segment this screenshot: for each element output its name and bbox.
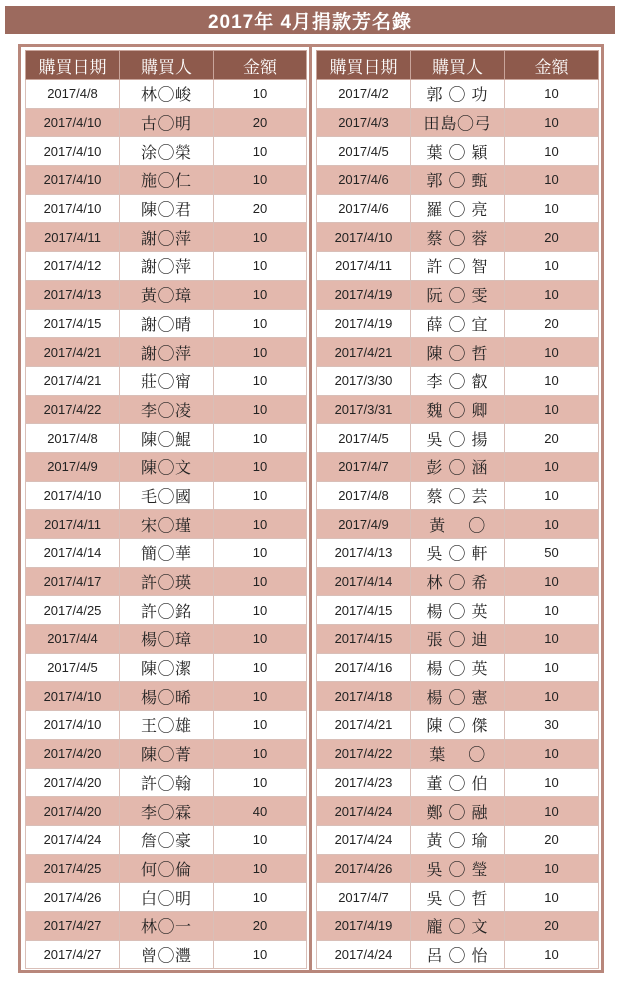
table-row <box>317 108 599 137</box>
cell-amount: 10 <box>505 338 599 367</box>
cell-amount: 10 <box>214 567 307 596</box>
cell-amount: 10 <box>505 596 599 625</box>
cell-amount: 10 <box>214 366 307 395</box>
table-row <box>317 223 599 252</box>
table-row <box>26 653 307 682</box>
table-row <box>317 596 599 625</box>
cell-date: 2017/4/25 <box>26 596 120 625</box>
column-divider <box>309 44 312 973</box>
cell-date: 2017/4/15 <box>317 625 411 654</box>
cell-amount: 20 <box>505 911 599 940</box>
cell-amount: 10 <box>214 166 307 195</box>
cell-date: 2017/4/9 <box>317 510 411 539</box>
cell-buyer: 李◯凌 <box>120 395 214 424</box>
cell-date: 2017/4/17 <box>26 567 120 596</box>
cell-buyer: 林 ◯ 希 <box>411 567 505 596</box>
cell-date: 2017/4/11 <box>26 223 120 252</box>
header-buyer: 購買人 <box>120 51 214 80</box>
cell-buyer: 陳◯菁 <box>120 739 214 768</box>
cell-date: 2017/4/19 <box>317 309 411 338</box>
table-row <box>26 338 307 367</box>
table-row <box>317 166 599 195</box>
cell-date: 2017/4/2 <box>317 80 411 109</box>
cell-amount: 10 <box>505 940 599 969</box>
cell-date: 2017/4/21 <box>26 366 120 395</box>
cell-amount: 10 <box>214 395 307 424</box>
table-row <box>26 137 307 166</box>
header-date: 購買日期 <box>26 51 120 80</box>
cell-amount: 10 <box>214 280 307 309</box>
cell-buyer: 田島◯弓 <box>411 108 505 137</box>
cell-amount: 10 <box>214 596 307 625</box>
cell-buyer: 蔡 ◯ 蓉 <box>411 223 505 252</box>
cell-date: 2017/4/10 <box>26 166 120 195</box>
cell-amount: 20 <box>505 223 599 252</box>
cell-buyer: 魏 ◯ 卿 <box>411 395 505 424</box>
cell-amount: 10 <box>505 194 599 223</box>
table-row <box>26 911 307 940</box>
cell-date: 2017/4/24 <box>26 825 120 854</box>
table-row <box>317 768 599 797</box>
cell-amount: 10 <box>505 567 599 596</box>
cell-amount: 10 <box>505 452 599 481</box>
table-row <box>317 137 599 166</box>
cell-amount: 10 <box>214 825 307 854</box>
cell-buyer: 林◯峻 <box>120 80 214 109</box>
cell-date: 2017/4/8 <box>26 80 120 109</box>
cell-date: 2017/4/7 <box>317 452 411 481</box>
table-row <box>26 366 307 395</box>
cell-date: 2017/3/31 <box>317 395 411 424</box>
table-row <box>317 883 599 912</box>
cell-buyer: 何◯倫 <box>120 854 214 883</box>
cell-buyer: 毛◯國 <box>120 481 214 510</box>
table-row <box>317 481 599 510</box>
table-row <box>26 768 307 797</box>
table-row <box>26 682 307 711</box>
cell-buyer: 郭 ◯ 甄 <box>411 166 505 195</box>
cell-amount: 10 <box>505 166 599 195</box>
header-date: 購買日期 <box>317 51 411 80</box>
cell-date: 2017/4/11 <box>317 252 411 281</box>
cell-amount: 10 <box>505 739 599 768</box>
cell-date: 2017/4/9 <box>26 452 120 481</box>
table-row <box>26 452 307 481</box>
cell-buyer: 謝◯萍 <box>120 223 214 252</box>
cell-date: 2017/4/22 <box>317 739 411 768</box>
cell-date: 2017/4/3 <box>317 108 411 137</box>
table-row <box>26 539 307 568</box>
cell-amount: 10 <box>505 137 599 166</box>
table-row <box>317 424 599 453</box>
cell-date: 2017/4/6 <box>317 194 411 223</box>
table-row <box>317 940 599 969</box>
cell-date: 2017/4/20 <box>26 739 120 768</box>
cell-buyer: 蔡 ◯ 芸 <box>411 481 505 510</box>
table-row <box>26 510 307 539</box>
donor-table-left <box>25 50 307 969</box>
cell-buyer: 阮 ◯ 雯 <box>411 280 505 309</box>
cell-date: 2017/4/12 <box>26 252 120 281</box>
cell-amount: 20 <box>214 108 307 137</box>
cell-amount: 10 <box>505 108 599 137</box>
cell-buyer: 吳 ◯ 瑩 <box>411 854 505 883</box>
table-row <box>26 280 307 309</box>
cell-amount: 10 <box>505 797 599 826</box>
table-row <box>317 395 599 424</box>
cell-buyer: 謝◯萍 <box>120 338 214 367</box>
cell-buyer: 彭 ◯ 涵 <box>411 452 505 481</box>
cell-buyer: 宋◯瑾 <box>120 510 214 539</box>
table-row <box>317 252 599 281</box>
cell-buyer: 陳 ◯ 傑 <box>411 711 505 740</box>
cell-amount: 10 <box>505 682 599 711</box>
cell-date: 2017/4/10 <box>26 194 120 223</box>
cell-buyer: 施◯仁 <box>120 166 214 195</box>
cell-date: 2017/4/10 <box>26 481 120 510</box>
cell-date: 2017/4/13 <box>26 280 120 309</box>
cell-buyer: 許◯翰 <box>120 768 214 797</box>
cell-amount: 50 <box>505 539 599 568</box>
cell-amount: 20 <box>505 309 599 338</box>
cell-amount: 10 <box>505 625 599 654</box>
table-row <box>317 911 599 940</box>
cell-buyer: 古◯明 <box>120 108 214 137</box>
cell-buyer: 張 ◯ 迪 <box>411 625 505 654</box>
cell-date: 2017/4/22 <box>26 395 120 424</box>
cell-amount: 10 <box>214 510 307 539</box>
table-row <box>26 797 307 826</box>
cell-date: 2017/4/5 <box>26 653 120 682</box>
cell-amount: 10 <box>214 424 307 453</box>
table-row <box>26 567 307 596</box>
cell-date: 2017/4/21 <box>317 711 411 740</box>
table-row <box>317 452 599 481</box>
cell-date: 2017/4/10 <box>26 682 120 711</box>
cell-date: 2017/4/11 <box>26 510 120 539</box>
cell-buyer: 龐 ◯ 文 <box>411 911 505 940</box>
cell-buyer: 涂◯榮 <box>120 137 214 166</box>
table-row <box>26 80 307 109</box>
cell-buyer: 楊 ◯ 英 <box>411 596 505 625</box>
table-row <box>26 711 307 740</box>
table-row <box>317 309 599 338</box>
cell-amount: 10 <box>505 366 599 395</box>
table-row <box>26 194 307 223</box>
cell-buyer: 謝◯萍 <box>120 252 214 281</box>
table-row <box>317 797 599 826</box>
table-row <box>317 338 599 367</box>
cell-amount: 10 <box>505 481 599 510</box>
cell-amount: 10 <box>505 395 599 424</box>
cell-date: 2017/4/21 <box>26 338 120 367</box>
cell-buyer: 吳 ◯ 揚 <box>411 424 505 453</box>
cell-date: 2017/4/8 <box>26 424 120 453</box>
table-row <box>317 625 599 654</box>
header-row <box>26 51 307 80</box>
cell-buyer: 許◯銘 <box>120 596 214 625</box>
header-amount: 金額 <box>214 51 307 80</box>
table-row <box>26 825 307 854</box>
cell-amount: 10 <box>505 280 599 309</box>
cell-buyer: 李 ◯ 叡 <box>411 366 505 395</box>
cell-amount: 10 <box>214 539 307 568</box>
cell-amount: 10 <box>214 940 307 969</box>
table-row <box>26 940 307 969</box>
donor-table-right <box>316 50 599 969</box>
cell-date: 2017/4/7 <box>317 883 411 912</box>
cell-buyer: 李◯霖 <box>120 797 214 826</box>
cell-date: 2017/4/26 <box>317 854 411 883</box>
cell-amount: 10 <box>214 711 307 740</box>
cell-buyer: 曾◯灃 <box>120 940 214 969</box>
cell-date: 2017/4/20 <box>26 768 120 797</box>
cell-buyer: 謝◯晴 <box>120 309 214 338</box>
cell-buyer: 林◯一 <box>120 911 214 940</box>
cell-date: 2017/4/26 <box>26 883 120 912</box>
cell-amount: 10 <box>505 510 599 539</box>
cell-date: 2017/4/21 <box>317 338 411 367</box>
cell-date: 2017/4/4 <box>26 625 120 654</box>
cell-buyer: 黃 ◯ <box>411 510 505 539</box>
cell-buyer: 葉 ◯ <box>411 739 505 768</box>
cell-buyer: 詹◯豪 <box>120 825 214 854</box>
cell-date: 2017/4/13 <box>317 539 411 568</box>
table-row <box>317 567 599 596</box>
cell-amount: 20 <box>214 194 307 223</box>
header-buyer: 購買人 <box>411 51 505 80</box>
cell-amount: 10 <box>505 80 599 109</box>
cell-date: 2017/4/20 <box>26 797 120 826</box>
header-amount: 金額 <box>505 51 599 80</box>
cell-buyer: 郭 ◯ 功 <box>411 80 505 109</box>
cell-amount: 10 <box>505 768 599 797</box>
cell-amount: 10 <box>214 854 307 883</box>
table-row <box>26 854 307 883</box>
cell-amount: 10 <box>505 854 599 883</box>
cell-date: 2017/4/14 <box>317 567 411 596</box>
table-row <box>26 252 307 281</box>
cell-amount: 30 <box>505 711 599 740</box>
cell-date: 2017/4/27 <box>26 911 120 940</box>
cell-amount: 10 <box>214 682 307 711</box>
cell-date: 2017/4/19 <box>317 911 411 940</box>
cell-amount: 10 <box>214 481 307 510</box>
table-row <box>317 825 599 854</box>
table-row <box>26 481 307 510</box>
header-row <box>317 51 599 80</box>
cell-buyer: 呂 ◯ 怡 <box>411 940 505 969</box>
cell-amount: 10 <box>505 653 599 682</box>
cell-buyer: 葉 ◯ 穎 <box>411 137 505 166</box>
cell-buyer: 薛 ◯ 宜 <box>411 309 505 338</box>
cell-amount: 10 <box>214 452 307 481</box>
cell-amount: 10 <box>214 137 307 166</box>
table-row <box>317 739 599 768</box>
cell-buyer: 楊 ◯ 英 <box>411 653 505 682</box>
table-row <box>317 366 599 395</box>
cell-date: 2017/4/27 <box>26 940 120 969</box>
cell-date: 2017/4/15 <box>26 309 120 338</box>
page-title: 2017年 4月捐款芳名錄 <box>5 6 615 34</box>
cell-buyer: 楊◯璋 <box>120 625 214 654</box>
cell-buyer: 王◯雄 <box>120 711 214 740</box>
table-row <box>317 682 599 711</box>
table-row <box>317 194 599 223</box>
cell-date: 2017/4/16 <box>317 653 411 682</box>
cell-buyer: 陳◯文 <box>120 452 214 481</box>
table-row <box>26 424 307 453</box>
cell-buyer: 楊 ◯ 憲 <box>411 682 505 711</box>
table-row <box>26 596 307 625</box>
cell-buyer: 董 ◯ 伯 <box>411 768 505 797</box>
cell-buyer: 黃 ◯ 瑜 <box>411 825 505 854</box>
table-row <box>317 280 599 309</box>
table-row <box>317 653 599 682</box>
table-row <box>317 854 599 883</box>
cell-buyer: 吳 ◯ 軒 <box>411 539 505 568</box>
cell-date: 2017/4/23 <box>317 768 411 797</box>
cell-amount: 10 <box>214 80 307 109</box>
cell-amount: 10 <box>505 883 599 912</box>
cell-amount: 10 <box>214 739 307 768</box>
table-row <box>317 711 599 740</box>
cell-amount: 10 <box>214 223 307 252</box>
table-row <box>317 539 599 568</box>
cell-amount: 10 <box>214 768 307 797</box>
cell-buyer: 許 ◯ 智 <box>411 252 505 281</box>
table-row <box>26 625 307 654</box>
cell-date: 2017/4/10 <box>26 108 120 137</box>
cell-date: 2017/4/5 <box>317 137 411 166</box>
cell-buyer: 陳◯鯤 <box>120 424 214 453</box>
table-row <box>317 510 599 539</box>
cell-date: 2017/4/24 <box>317 825 411 854</box>
cell-amount: 10 <box>214 883 307 912</box>
table-row <box>26 223 307 252</box>
cell-date: 2017/3/30 <box>317 366 411 395</box>
cell-amount: 20 <box>214 911 307 940</box>
cell-date: 2017/4/25 <box>26 854 120 883</box>
cell-buyer: 陳◯君 <box>120 194 214 223</box>
cell-amount: 10 <box>214 309 307 338</box>
cell-buyer: 黃◯璋 <box>120 280 214 309</box>
cell-buyer: 楊◯晞 <box>120 682 214 711</box>
cell-date: 2017/4/10 <box>26 137 120 166</box>
cell-date: 2017/4/10 <box>26 711 120 740</box>
cell-buyer: 吳 ◯ 哲 <box>411 883 505 912</box>
cell-amount: 10 <box>214 625 307 654</box>
table-row <box>26 395 307 424</box>
table-row <box>317 80 599 109</box>
cell-date: 2017/4/24 <box>317 940 411 969</box>
cell-buyer: 白◯明 <box>120 883 214 912</box>
cell-buyer: 陳 ◯ 哲 <box>411 338 505 367</box>
cell-date: 2017/4/24 <box>317 797 411 826</box>
cell-date: 2017/4/5 <box>317 424 411 453</box>
table-row <box>26 108 307 137</box>
cell-date: 2017/4/19 <box>317 280 411 309</box>
cell-date: 2017/4/8 <box>317 481 411 510</box>
cell-date: 2017/4/15 <box>317 596 411 625</box>
cell-buyer: 許◯瑛 <box>120 567 214 596</box>
cell-amount: 10 <box>214 653 307 682</box>
cell-amount: 10 <box>214 252 307 281</box>
cell-date: 2017/4/10 <box>317 223 411 252</box>
table-row <box>26 739 307 768</box>
cell-amount: 10 <box>214 338 307 367</box>
cell-date: 2017/4/14 <box>26 539 120 568</box>
cell-amount: 20 <box>505 424 599 453</box>
table-row <box>26 309 307 338</box>
cell-buyer: 莊◯甯 <box>120 366 214 395</box>
cell-buyer: 簡◯華 <box>120 539 214 568</box>
cell-amount: 10 <box>505 252 599 281</box>
cell-amount: 40 <box>214 797 307 826</box>
cell-date: 2017/4/6 <box>317 166 411 195</box>
cell-buyer: 羅 ◯ 亮 <box>411 194 505 223</box>
cell-amount: 20 <box>505 825 599 854</box>
table-row <box>26 883 307 912</box>
cell-buyer: 鄭 ◯ 融 <box>411 797 505 826</box>
cell-date: 2017/4/18 <box>317 682 411 711</box>
table-row <box>26 166 307 195</box>
cell-buyer: 陳◯潔 <box>120 653 214 682</box>
